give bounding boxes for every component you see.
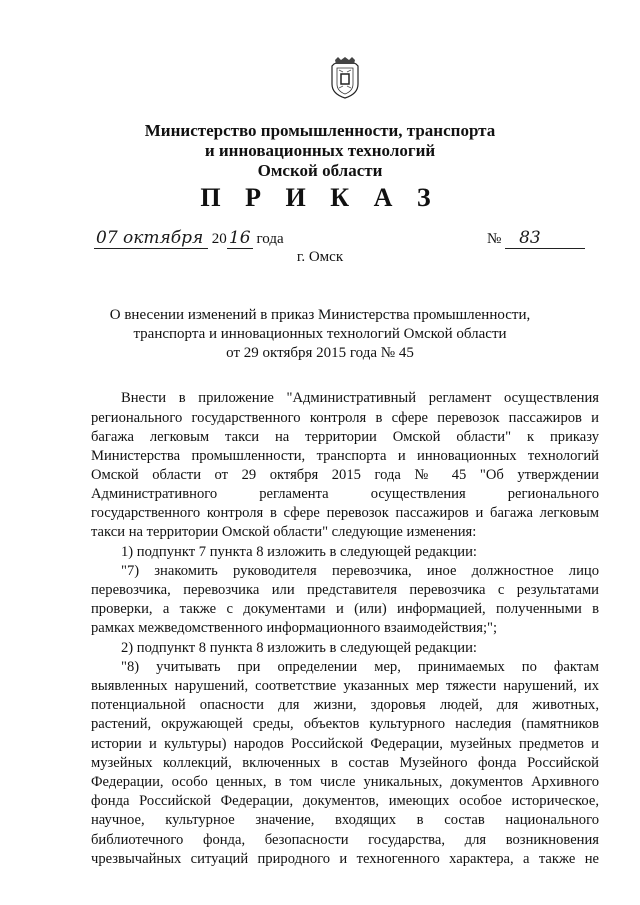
body-line: Внести в приложение "Административный регламент осуществления: [121, 390, 599, 406]
city: г. Омск: [296, 249, 344, 265]
year-prefix: 20: [211, 231, 227, 247]
subject-line: транспорта и инновационных технологий Омской области: [133, 326, 507, 342]
body-line: проверки, а также с документами и (или) информацией, полученными в: [91, 601, 599, 617]
body-line: научное, культурное значение, входящих в состав национального: [91, 812, 599, 828]
order-date: [94, 228, 284, 249]
body-line: Министерства промышленности, транспорта и инновационных технологий: [91, 448, 599, 464]
document-type-title: П Р И К А З: [200, 183, 440, 212]
ministry-name-line: и инновационных технологий: [204, 141, 436, 160]
number-label: №: [487, 231, 502, 247]
body-line: 2) подпункт 8 пункта 8 изложить в следующей редакции:: [121, 640, 477, 656]
body-line: потенциальной опасности для жизни, здоровья людей, для животных,: [91, 697, 599, 713]
body-line: истории и культуры) народов Российской Федерации, музейных предметов и: [91, 736, 599, 752]
handwritten-date: 07 октября: [94, 228, 208, 249]
subject-line: от 29 октября 2015 года № 45: [226, 345, 414, 361]
ministry-name-line: Омской области: [257, 161, 383, 180]
body-line: Омской области от 29 октября 2015 года № 45 "Об утверждении: [91, 467, 599, 483]
body-line: Административного регламента осуществления регионального: [91, 486, 599, 502]
omsk-coat-of-arms-icon: [326, 56, 364, 100]
body-line: "7) знакомить руководителя перевозчика, иное должностное лицо: [121, 563, 599, 579]
body-line: "8) учитывать при определении мер, принимаемых по фактам: [121, 659, 599, 675]
body-line: выявленных нарушений, соответствие указанных мер тяжести нарушений, их: [91, 678, 599, 694]
subject-line: О внесении изменений в приказ Министерства промышленности,: [109, 307, 531, 323]
handwritten-number: 83: [505, 228, 585, 249]
body-line: Федерации, особо ценных, в том числе уникальных, документов Архивного: [91, 774, 599, 790]
body-line: рамках межведомственного информационного взаимодействия;";: [91, 620, 498, 636]
year-suffix: года: [256, 231, 284, 247]
body-line: перевозчика, перевозчика или представителя перевозчика с результатами: [91, 582, 599, 598]
order-subject: [100, 306, 540, 363]
ministry-name-line: Министерство промышленности, транспорта: [144, 121, 496, 140]
body-line: чрезвычайных ситуаций природного и техногенного характера, а также не: [91, 851, 599, 867]
body-line: государственного контроля в сфере перевозок пассажиров и багажа легковым: [91, 505, 599, 521]
body-line: 1) подпункт 7 пункта 8 изложить в следующей редакции:: [121, 544, 477, 560]
body-line: музейных коллекций, включенных в состав Музейного фонда Российской: [91, 755, 599, 771]
body-line: регионального государственного контроля в сфере перевозок пассажиров и: [91, 410, 599, 426]
body-line: фонда Российской Федерации, документов, имеющих особое историческое,: [91, 793, 599, 809]
order-number: [487, 228, 585, 249]
body-line: библиотечного фонда, безопасности государства, для возникновения: [91, 832, 599, 848]
body-line: такси на территории Омской области" следующие изменения:: [91, 524, 477, 540]
body-line: растений, окружающей среды, объектов культурного наследия (памятников: [91, 716, 599, 732]
handwritten-year: 16: [227, 228, 253, 249]
body-line: багажа легковым такси на территории Омской области" к приказу: [91, 429, 599, 445]
